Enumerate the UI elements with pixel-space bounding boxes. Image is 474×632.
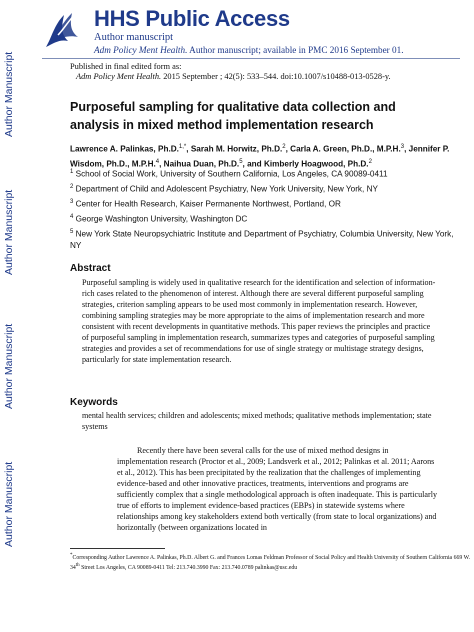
author-name: Lawrence A. Palinkas, Ph.D. (70, 144, 179, 154)
affiliation (70, 182, 465, 195)
affiliation (70, 167, 465, 180)
journal-availability (94, 45, 404, 55)
author-name: Sarah M. Horwitz, Ph.D. (190, 144, 283, 154)
affiliation-text: Department of Child and Adolescent Psychiatry, New York University, New York, NY (75, 184, 378, 194)
abstract-text: Purposeful sampling is widely used in qualitative research for the identification and selection of information-rich cases related to the phenomenon of interest. Although there are several different purposeful sampling strategies, criterion sampling appears to be used most commonly in implementation research. However, combining sampling strategies may be more appropriate to the aims of implementation research and more consistent with recent developments in quantitative methods. This paper reviews the principles and practice of purposeful sampling in implementation research, summarizes types and categories of purposeful sampling strategies and provides a set of recommendations for use of single strategy or multistage strategy designs, particularly for state implementation research. (82, 278, 436, 364)
affiliation-num: 4 (70, 214, 74, 220)
pub-details: 2015 September ; 42(5): 533–544. doi:10.1007/s10488-013-0528-y. (161, 72, 391, 81)
affiliation-text: New York State Neuropsychiatric Institute and Department of Psychiatry, Columbia University, New York, NY (70, 229, 454, 250)
author-sup: 3 (400, 144, 405, 150)
author-name: Jennifer P. Wisdom, Ph.D., M.P.H. (70, 144, 450, 169)
footnote-marker: * (70, 553, 73, 558)
affiliation-num: 5 (70, 229, 74, 235)
page-title: HHS Public Access (94, 6, 290, 31)
pub-info-label: Published in final edited form as: (70, 62, 182, 71)
pub-journal: Adm Policy Ment Health. (76, 72, 162, 81)
affiliation-text: George Washington University, Washington DC (75, 214, 248, 224)
availability-text: Author manuscript; available in PMC 2016 September 01. (187, 45, 404, 55)
affiliation-num: 3 (70, 199, 74, 205)
manuscript-type: Author manuscript (94, 32, 174, 43)
footnote-divider (70, 548, 165, 549)
affiliation (70, 212, 465, 225)
sidebar-author-manuscript-3: Author Manuscript (3, 323, 15, 409)
abstract-heading: Abstract (70, 263, 111, 274)
paper-title: Purposeful sampling for qualitative data collection and analysis in mixed method implementation research (70, 100, 396, 132)
author-sup: 2 (282, 144, 286, 150)
pub-info-citation (76, 72, 391, 81)
keywords-heading: Keywords (70, 397, 118, 408)
footnote-text: Corresponding Author Lawrence A. Palinkas, Ph.D. Albert G. and Frances Lomas Feldman Professor of Social Policy and Health University of Southern California 669 W. 34 (70, 554, 471, 572)
author-list: Lawrence A. Palinkas, Ph.D.$^{1,*}$, Sarah M. Horwitz, Ph.D.$^2$, Carla A. Green, Ph.D., M.P.H.$^3$, Jennifer P. Wisdom, Ph.D., M.P.H.$^4$, Naihua Duan, Ph.D.$^5$, and Kimberly Hoagwood, Ph.D.$^2$ (70, 144, 450, 169)
affiliation (70, 197, 465, 210)
footnote-text-2: Street Los Angeles, CA 90089-0411 Tel: 213.740.3990 Fax: 213.740.0789 palinkas@usc.edu (79, 565, 298, 572)
author-sup: 2 (368, 158, 372, 165)
affiliation-num: 2 (70, 184, 74, 190)
footnote-sup: th (75, 563, 80, 569)
authors-and: and (247, 159, 264, 169)
header-divider (42, 58, 460, 59)
sidebar-author-manuscript-1: Author Manuscript (3, 51, 15, 137)
sidebar-author-manuscript-4: Author Manuscript (3, 461, 15, 547)
author-name: Carla A. Green, Ph.D., M.P.H. (290, 144, 401, 154)
hhs-eagle-logo-icon (42, 7, 82, 53)
author-sup: 5 (239, 158, 243, 165)
corresponding-author-footnote (70, 552, 470, 573)
author-name: Naihua Duan, Ph.D. (163, 159, 240, 169)
affiliation-num: 1 (70, 169, 74, 175)
author-name: Kimberly Hoagwood, Ph.D. (263, 159, 369, 169)
body-paragraph: Recently there have been several calls for the use of mixed method designs in implementation research (Proctor et al., 2009; Landsverk et al., 2012; Palinkas et al. 2011; Aarons et al., 2012). This has been precipitated by the realization that the challenges of implementing evidence-based and other innovative practices, treatments, interventions and programs are sufficiently complex that a single methodological approach is often inadequate. This is particularly true of efforts to implement evidence-based practices (EBPs) in statewide systems where relationships among key stakeholders extend both vertically (from state to local organizations) and horizontally (between organizations located in (117, 446, 437, 532)
sidebar-author-manuscript-2: Author Manuscript (3, 189, 15, 275)
affiliation (70, 227, 465, 251)
affiliation-text: School of Social Work, University of Southern California, Los Angeles, CA 90089-0411 (75, 169, 388, 179)
author-sup: 1,* (178, 144, 187, 150)
affiliation-text: Center for Health Research, Kaiser Permanente Northwest, Portland, OR (75, 199, 341, 209)
author-sup: 4 (155, 158, 160, 165)
journal-name: Adm Policy Ment Health. (94, 45, 188, 55)
keywords-text: mental health services; children and adolescents; mixed methods; qualitative methods implementation; state systems (82, 411, 432, 431)
